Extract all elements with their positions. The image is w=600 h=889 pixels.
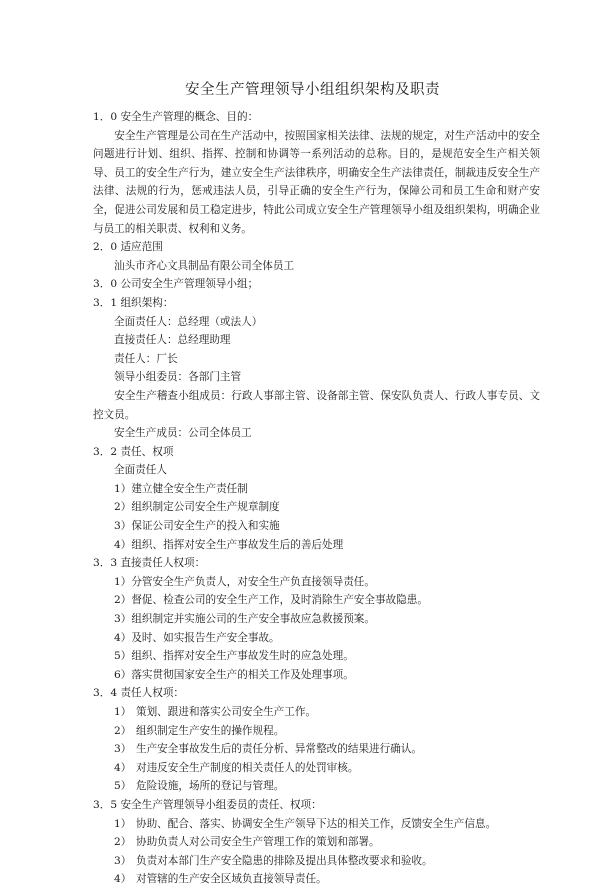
- list-item: 4）及时、如实报告生产安全事故。: [114, 631, 280, 644]
- list-item: 5） 危险设施，场所的登记与管理。: [114, 780, 285, 793]
- safety-members: 安全生产成员：公司全体员工: [114, 427, 252, 440]
- list-item: 2）组织制定公司安全生产规章制度: [114, 501, 280, 514]
- org-line: 全面责任人：总经理（或法人）: [114, 315, 263, 328]
- list-item: 1）分管安全生产负责人，对安全生产负直接领导责任。: [114, 575, 375, 588]
- section-3-4-heading: 3．4 责任人权项：: [93, 687, 185, 700]
- inspection-group: 安全生产稽查小组成员：行政人事部主管、设备部主管、保安队负责人、行政人事专员、文控文员。: [93, 389, 540, 421]
- section-3-3-heading: 3．3 直接责任人权项：: [93, 557, 206, 570]
- list-item: 4） 对管辖的生产安全区域负直接领导责任。: [114, 873, 327, 886]
- section-2-body: 汕头市齐心文具制品有限公司全体员工: [114, 259, 295, 272]
- section-3-5-heading: 3．5 安全生产管理领导小组委员的责任、权项：: [93, 798, 322, 811]
- org-line: 责任人：厂长: [114, 352, 178, 365]
- list-item: 1）建立健全安全生产责任制: [114, 482, 248, 495]
- list-item: 6）落实贯彻国家安全生产的相关工作及处理事项。: [114, 668, 354, 681]
- list-item: 3） 生产安全事故发生后的责任分析、异常整改的结果进行确认。: [114, 743, 423, 756]
- section-3-1-heading: 3．1 组织架构：: [93, 296, 174, 309]
- list-item: 1） 策划、跟进和落实公司安全生产工作。: [114, 706, 317, 718]
- list-item: 2） 协助负责人对公司安全生产管理工作的策划和部署。: [114, 836, 380, 849]
- section-3-2-sub: 全面责任人: [114, 464, 167, 477]
- section-1-heading: 1．0 安全生产管理的概念、目的：: [93, 111, 259, 123]
- org-line: 直接责任人：总经理助理: [114, 334, 231, 347]
- list-item: 2） 组织制定生产安生的操作规程。: [114, 724, 285, 737]
- section-3-2-heading: 3．2 责任、权项: [93, 445, 174, 458]
- list-item: 5）组织、指挥对安全生产事故发生时的应急处理。: [114, 650, 354, 663]
- list-item: 3）保证公司安全生产的投入和实施: [114, 520, 280, 533]
- list-item: 3）组织制定并实施公司的生产安全事故应急救援预案。: [114, 613, 375, 626]
- section-3-heading: 3．0 公司安全生产管理领导小组；: [93, 278, 259, 291]
- section-2-heading: 2．0 适应范围: [93, 241, 163, 254]
- org-line: 领导小组委员：各部门主管: [114, 371, 242, 384]
- document-title: 安全生产管理领导小组组织架构及职责: [185, 82, 440, 98]
- list-item: 4）组织、指挥对安全生产事故发生后的善后处理: [114, 538, 344, 551]
- list-item: 4） 对违反安全生产制度的相关责任人的处罚审核。: [114, 761, 359, 774]
- section-1-body: 安全生产管理是公司在生产活动中，按照国家相关法律、法规的规定，对生产活动中的安全问题进行计划、组织、指挥、控制和协调等一系列活动的总称。目的，是规范安全生产相关领导、员工的安全生产行为，建立安全生产法律秩序，明确安全生产法律责任，制裁违反安全生产法律、法规的行为，惩戒违法人员，引导正确的安全生产行为，保障公司和员工生命和财产安全，促进公司发展和员工稳定进步，特此公司成立安全生产管理领导小组及组织架构，明确企业与员工的相关职责、权利和义务。: [93, 129, 540, 235]
- list-item: 2）督促、检查公司的安全生产工作，及时消除生产安全事故隐患。: [114, 594, 428, 607]
- list-item: 3） 负责对本部门生产安全隐患的排除及提出具体整改要求和验收。: [114, 854, 433, 867]
- list-item: 1） 协助、配合、落实、协调安全生产领导下达的相关工作，反馈安全生产信息。: [114, 817, 497, 830]
